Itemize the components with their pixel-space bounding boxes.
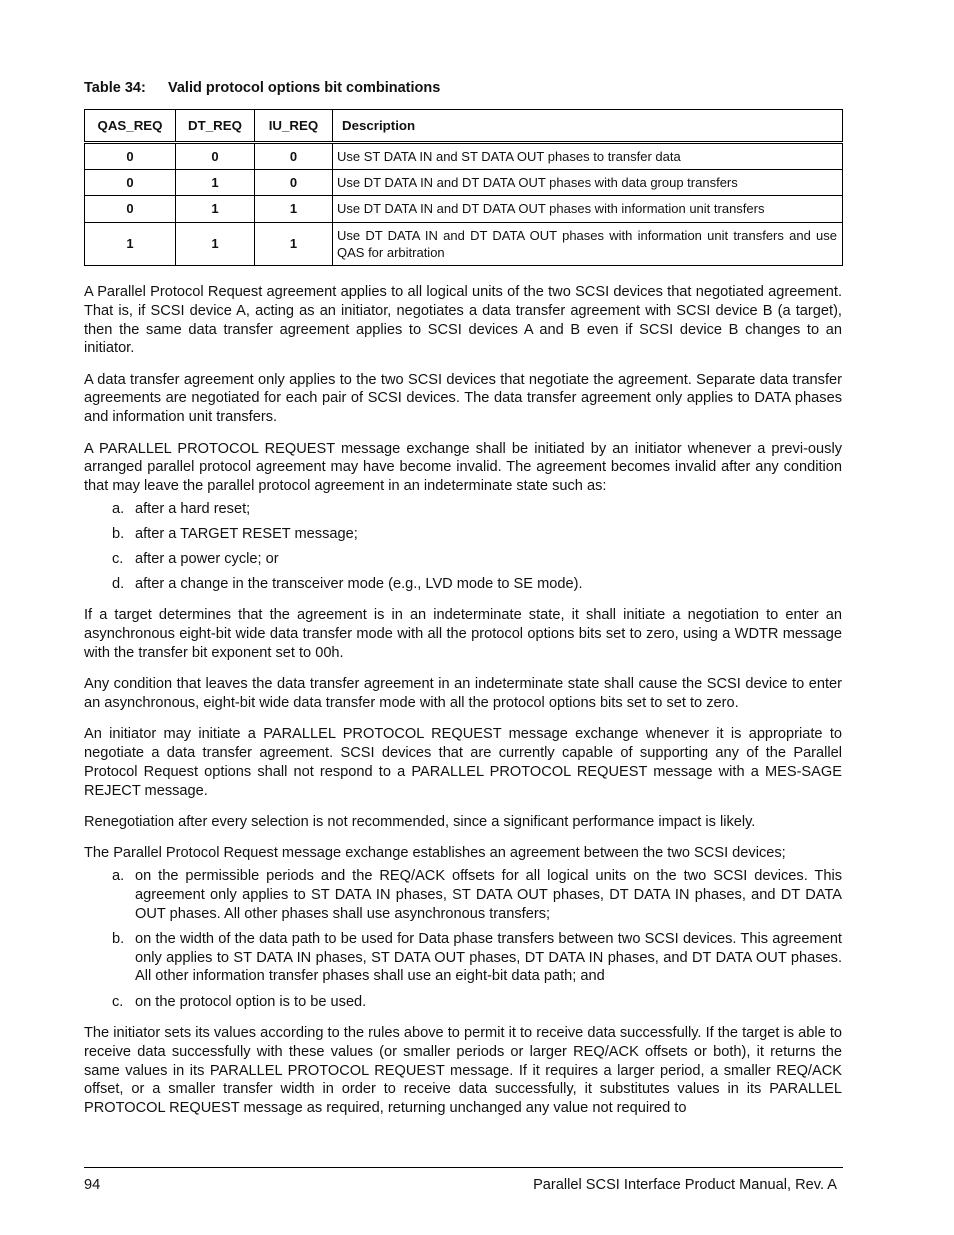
paragraph-renegotiation-trigger: A PARALLEL PROTOCOL REQUEST message exchange shall be initiated by an initiator whenever a previ-ously arranged parallel protocol agreement may have become invalid. The agreement becomes invalid after any condition that may leave the parallel protocol agreement in an indeterminate state such as:: [84, 440, 842, 495]
list-item-text: after a hard reset;: [135, 500, 251, 517]
table-row: [85, 143, 843, 170]
cell-iu-req: 1: [255, 196, 333, 223]
header-qas-req: QAS_REQ: [85, 110, 176, 143]
paragraph-target-indeterminate: If a target determines that the agreement is in an indeterminate state, it shall initiate a negotiation to enter an asynchronous eight-bit wide data transfer mode with all the protocol options bits set to zero, using a WDTR message with the transfer bit exponent set to 00h.: [84, 607, 842, 661]
paragraph-renegotiation-note: Renegotiation after every selection is not recommended, since a significant performance impact is likely.: [84, 813, 756, 830]
list-item: [84, 525, 842, 544]
list-item-text: after a change in the transceiver mode (e.g., LVD mode to SE mode).: [135, 575, 583, 592]
table-number: Table 34:: [84, 80, 146, 96]
cell-qas-req: 0: [85, 143, 176, 170]
list-marker: b.: [112, 930, 125, 947]
cell-iu-req: 0: [255, 169, 333, 196]
list-item-text: after a TARGET RESET message;: [135, 525, 358, 542]
table-caption: [84, 80, 440, 96]
list-item-text: after a power cycle; or: [135, 550, 279, 567]
list-marker: a.: [112, 867, 125, 884]
paragraph-agreement-scope: A Parallel Protocol Request agreement applies to all logical units of the two SCSI devices that negotiated agreement. That is, if SCSI device A, acting as an initiator, negotiates a data transfer agreement with SCSI device B (a target), then the same data transfer agreement applies to SCSI devices A and B even if SCSI device B changes to an initiator.: [84, 284, 842, 357]
list-item: [84, 993, 842, 1012]
table-title: Valid protocol options bit combinations: [168, 80, 441, 96]
paragraph-initiator-exchange: An initiator may initiate a PARALLEL PROTOCOL REQUEST message exchange whenever it is appropriate to negotiate a data transfer agreement. SCSI devices that are currently capable of supporting any of the Parallel Protocol Request options shall not respond to a PARALLEL PROTOCOL REQUEST message with a MES-SAGE REJECT message.: [84, 726, 842, 799]
table-header-row: [85, 110, 843, 143]
cell-dt-req: 1: [176, 169, 255, 196]
header-description: Description: [333, 110, 843, 143]
page-number: 94: [84, 1177, 101, 1193]
paragraph-initiator-values: The initiator sets its values according to the rules above to permit it to receive data successfully. If the target is able to receive data successfully with these values (or smaller periods or larger REQ/ACK offsets or both), it returns the same values in its PARALLEL PROTOCOL REQUEST message. If it requires a larger period, a smaller REQ/ACK offset, or a smaller transfer width in order to receive data successfully, it substitutes values in its PARALLEL PROTOCOL REQUEST message as required, returning unchanged any value not required to: [84, 1025, 842, 1117]
cell-iu-req: 1: [255, 222, 333, 265]
list-item: [84, 500, 842, 519]
header-dt-req: DT_REQ: [176, 110, 255, 143]
list-item-text: on the permissible periods and the REQ/ACK offsets for all logical units on the two SCSI devices. This agreement only applies to ST DATA IN phases, ST DATA OUT phases, DT DATA IN phases, and DT DATA OUT phases. All other phases shall use asynchronous transfers;: [135, 867, 842, 922]
list-item: [84, 930, 842, 986]
cell-description: Use DT DATA IN and DT DATA OUT phases with information unit transfers and use QAS for arbitration: [333, 222, 843, 265]
protocol-options-table: [84, 109, 843, 266]
cell-description: Use DT DATA IN and DT DATA OUT phases with information unit transfers: [333, 196, 843, 223]
list-marker: a.: [112, 500, 125, 517]
cell-description: Use ST DATA IN and ST DATA OUT phases to transfer data: [333, 143, 843, 170]
cell-qas-req: 0: [85, 169, 176, 196]
cell-qas-req: 1: [85, 222, 176, 265]
cell-dt-req: 0: [176, 143, 255, 170]
header-iu-req: IU_REQ: [255, 110, 333, 143]
cell-qas-req: 0: [85, 196, 176, 223]
list-item: [84, 575, 842, 594]
list-marker: c.: [112, 993, 124, 1010]
agreement-terms-list: [84, 867, 842, 1012]
list-marker: c.: [112, 550, 124, 567]
table-row: [85, 222, 843, 265]
footer-divider: [84, 1167, 843, 1168]
body-text: [84, 283, 842, 1131]
cell-description: Use DT DATA IN and DT DATA OUT phases with data group transfers: [333, 169, 843, 196]
list-item-text: on the protocol option is to be used.: [135, 993, 367, 1010]
cell-iu-req: 0: [255, 143, 333, 170]
paragraph-async-mode: Any condition that leaves the data transfer agreement in an indeterminate state shall cause the SCSI device to enter an asynchronous, eight-bit wide data transfer mode with all the protocol options bits set to set to zero.: [84, 676, 842, 711]
paragraph-exchange-establishes: The Parallel Protocol Request message exchange establishes an agreement between the two SCSI devices;: [84, 845, 786, 862]
table-row: [85, 196, 843, 223]
paragraph-agreement-pairs: A data transfer agreement only applies to the two SCSI devices that negotiate the agreement. Separate data transfer agreements are negotiated for each pair of SCSI devices. The data transfer agreement only applies to DATA phases and information unit transfers.: [84, 371, 842, 426]
list-item-text: on the width of the data path to be used for Data phase transfers between two SCSI devices. This agreement only applies to ST DATA IN phases, ST DATA OUT phases, DT DATA IN phases, and DT DATA OUT phases. All other information transfer phases shall use an eight-bit data path; and: [135, 930, 842, 985]
list-item: [84, 550, 842, 569]
document-title: Parallel SCSI Interface Product Manual, Rev. A: [533, 1177, 837, 1193]
table-row: [85, 169, 843, 196]
list-item: [84, 867, 842, 923]
list-marker: d.: [112, 575, 125, 592]
invalidation-conditions-list: [84, 500, 842, 594]
list-marker: b.: [112, 525, 125, 542]
cell-dt-req: 1: [176, 222, 255, 265]
cell-dt-req: 1: [176, 196, 255, 223]
